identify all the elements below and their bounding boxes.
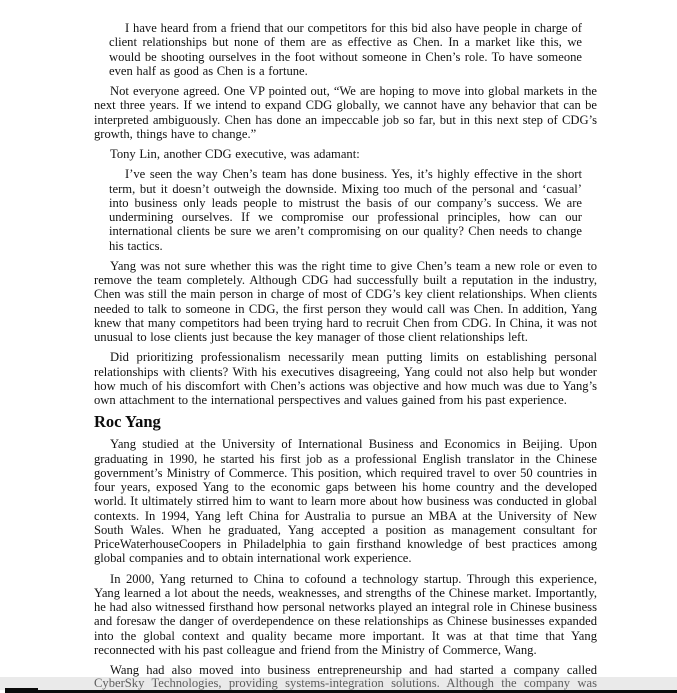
paragraph-in-2000: In 2000, Yang returned to China to cofound a technology startup. Through this experience, Yang learned a lot about the needs, weaknesses, and strengths of the Chinese market. Importantly, he had also witnessed firsthand how personal networks played an integral role in Chinese business and foresaw the danger of overdependence on these relationships as Chinese businesses expanded into the global context and quality became more important. It was at that time that Yang reconnected with his past colleague and friend from the Ministry of Commerce, Wang. bbox=[94, 571, 597, 657]
block-quote-competitors: I have heard from a friend that our competitors for this bid also have people in charge of client relationships but none of them are as effective as Chen. In a market like this, we would be shooting ourselves in the foot without someone in Chen’s role. To have someone even half as good as Chen is a fortune. bbox=[109, 21, 582, 78]
bottom-edge-bar bbox=[8, 690, 677, 693]
cutoff-line-text: CyberSky Technologies, providing systems-integration solutions. Although the company was bbox=[94, 676, 597, 690]
paragraph-tony-lin: Tony Lin, another CDG executive, was adamant: bbox=[110, 147, 360, 161]
paragraph-wang-moved: Wang had also moved into business entrepreneurship and had started a company called bbox=[110, 663, 597, 677]
section-heading-roc-yang: Roc Yang bbox=[94, 412, 161, 432]
paragraph-yang-studied: Yang studied at the University of International Business and Economics in Beijing. Upon graduating in 1990, he started his first job as a professional English translator in the Chinese government’s Ministry of Commerce. This position, which required travel to over 50 countries in four years, exposed Yang to the economic gaps between his home country and the developed world. It ultimately stirred him to want to learn more about how business was conducted in global contexts. In 1994, Yang left China for Australia to pursue an MBA at the University of New South Wales. When he graduated, Yang accepted a position as management consultant for PriceWaterhouseCoopers in Philadelphia to gain firsthand knowledge of best practices among global companies and to obtain international work experience. bbox=[94, 437, 597, 566]
cutoff-highlight-band bbox=[0, 677, 677, 690]
block-quote-tony-lin: I’ve seen the way Chen’s team has done business. Yes, it’s highly effective in the short term, but it doesn’t outweigh the downside. Mixing too much of the personal and ‘casual’ into business only leads people to mistrust the basis of our company’s success. We are undermining ourselves. If we compromise our professional principles, how can our international clients be sure we aren’t compromising on our quality? Chen needs to change his tactics. bbox=[109, 167, 582, 253]
paragraph-yang-not-sure: Yang was not sure whether this was the right time to give Chen’s team a new role or even to remove the team completely. Although CDG had successfully built a reputation in the industry, Chen was still the main person in charge of most of CDG’s key client relationships. When clients needed to talk to someone in CDG, the first person they would call was Chen. In addition, Yang knew that many competitors had been trying hard to recruit Chen from CDG. In China, it was not unusual to lose clients just because the key manager of those client relationships left. bbox=[94, 258, 597, 344]
paragraph-did-prioritizing: Did prioritizing professionalism necessarily mean putting limits on establishing personal relationships with clients? With his executives disagreeing, Yang could not also help but wonder how much of his discomfort with Chen’s actions was objective and how much was due to Yang’s own attachment to the international perspectives and values gained from his past experience. bbox=[94, 350, 597, 407]
paragraph-not-everyone-agreed: Not everyone agreed. One VP pointed out, “We are hoping to move into global markets in the next three years. If we intend to expand CDG globally, we cannot have any behavior that can be interpreted ambiguously. Chen has done an impeccable job so far, but in this next step of CDG’s growth, things have to change.” bbox=[94, 84, 597, 141]
